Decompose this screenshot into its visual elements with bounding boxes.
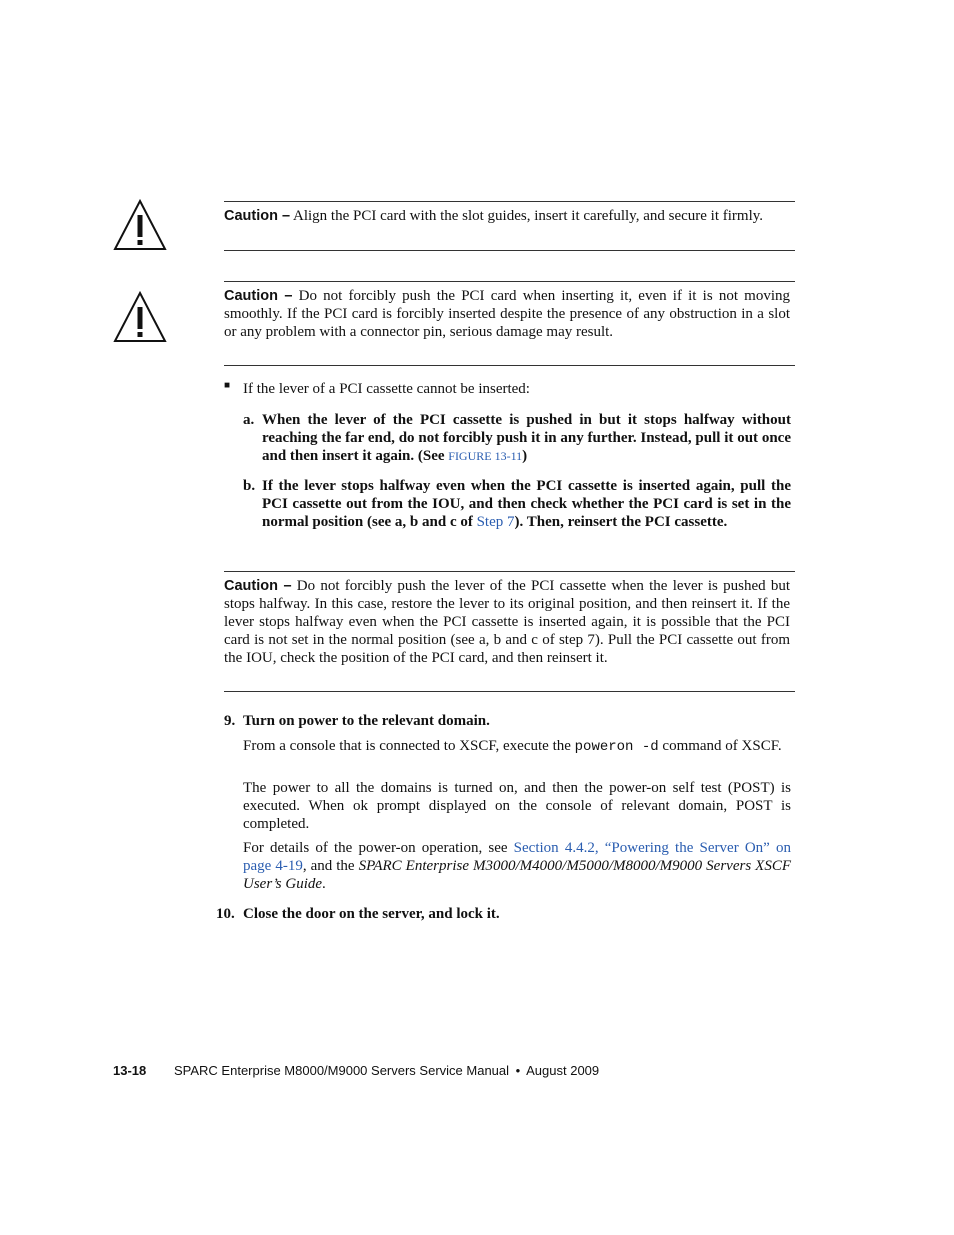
footer-page-number: 13-18 [113, 1063, 147, 1078]
paragraph-text: From a console that is connected to XSCF, execute the [243, 738, 575, 754]
step-9-paragraph-1 [243, 737, 791, 756]
sub-item-text: If the lever stops halfway even when the PCI cassette is inserted again, pull the PCI cassette out from the IOU, and then check whether the PCI card is set in the normal position (see a, b and c of [262, 478, 791, 530]
caution-3-top-rule [224, 571, 795, 572]
bullet-text: If the lever of a PCI cassette cannot be inserted: [243, 381, 530, 397]
step-9-title: Turn on power to the relevant domain. [243, 713, 490, 729]
paragraph-text-end: command of XSCF. [658, 738, 782, 754]
caution-3-bottom-rule [224, 691, 795, 692]
footer-title: SPARC Enterprise M8000/M9000 Servers Service Manual [174, 1063, 510, 1078]
sub-item-text: When the lever of the PCI cassette is pushed in but it stops halfway without reaching the far end, do not forcibly push it in any further. Instead, pull it out once and then insert it again. (See [262, 412, 791, 464]
bullet-marker: ■ [224, 380, 231, 391]
paragraph-text-middle: , and the [302, 858, 359, 874]
sub-item-letter: b. [243, 478, 256, 494]
caution-1-top-rule [224, 201, 795, 202]
step-link[interactable]: Step 7 [476, 514, 515, 530]
caution-label: Caution – [224, 578, 292, 594]
step-10-title: Close the door on the server, and lock it. [243, 906, 500, 922]
caution-body: Do not forcibly push the lever of the PCI cassette when the lever is pushed but stops halfway. In this case, restore the lever to its original position, and then reinsert it. If the lever stops halfway even when the PCI cassette is inserted again, it is possible that the PCI card is not set in the normal position (see a, b and c of step 7). Pull the PCI cassette out from the IOU, check the position of the PCI card, and then reinsert it. [224, 578, 791, 666]
sub-item-letter: a. [243, 412, 255, 428]
caution-2-bottom-rule [224, 365, 795, 366]
sub-item-a [243, 411, 791, 465]
footer-separator: • [515, 1063, 521, 1078]
figure-link[interactable]: FIGURE 13-11 [448, 449, 523, 463]
caution-2 [224, 287, 790, 341]
caution-label: Caution – [224, 208, 291, 224]
warning-triangle-icon [113, 198, 167, 252]
warning-triangle-icon [113, 290, 167, 344]
guide-title: SPARC Enterprise M3000/M4000/M5000/M8000/M9000 Servers XSCF User’s Guide [243, 858, 792, 892]
section-link[interactable]: Section 4.4.2, “Powering the Server On” on page 4-19 [243, 840, 791, 874]
caution-2-top-rule [224, 281, 795, 282]
paragraph-text-end: . [322, 876, 326, 892]
step-10-number: 10. [216, 906, 235, 922]
footer-title-line [174, 1063, 599, 1078]
sub-item-text-end: ) [522, 448, 528, 464]
caution-body: Do not forcibly push the PCI card when inserting it, even if it is not moving smoothly. If the PCI card is forcibly inserted despite the presence of any obstruction in a slot or any problem with a connector pin, serious damage may result. [224, 288, 791, 340]
caution-label: Caution – [224, 288, 293, 304]
caution-1-bottom-rule [224, 250, 795, 251]
caution-3 [224, 577, 790, 667]
caution-1 [224, 207, 790, 225]
sub-item-b [243, 477, 791, 531]
step-9-paragraph-2: The power to all the domains is turned on, and then the power-on self test (POST) is executed. When ok prompt displayed on the console of relevant domain, POST is completed. [243, 780, 791, 832]
paragraph-text: For details of the power-on operation, see [243, 840, 514, 856]
command-code: poweron -d [574, 739, 659, 755]
step-9-number: 9. [224, 713, 236, 729]
step-9-paragraph-3 [243, 839, 791, 893]
footer-date: August 2009 [526, 1063, 600, 1078]
sub-item-text-end: ). Then, reinsert the PCI cassette. [514, 514, 728, 530]
caution-body: Align the PCI card with the slot guides, insert it carefully, and secure it firmly. [293, 208, 764, 224]
